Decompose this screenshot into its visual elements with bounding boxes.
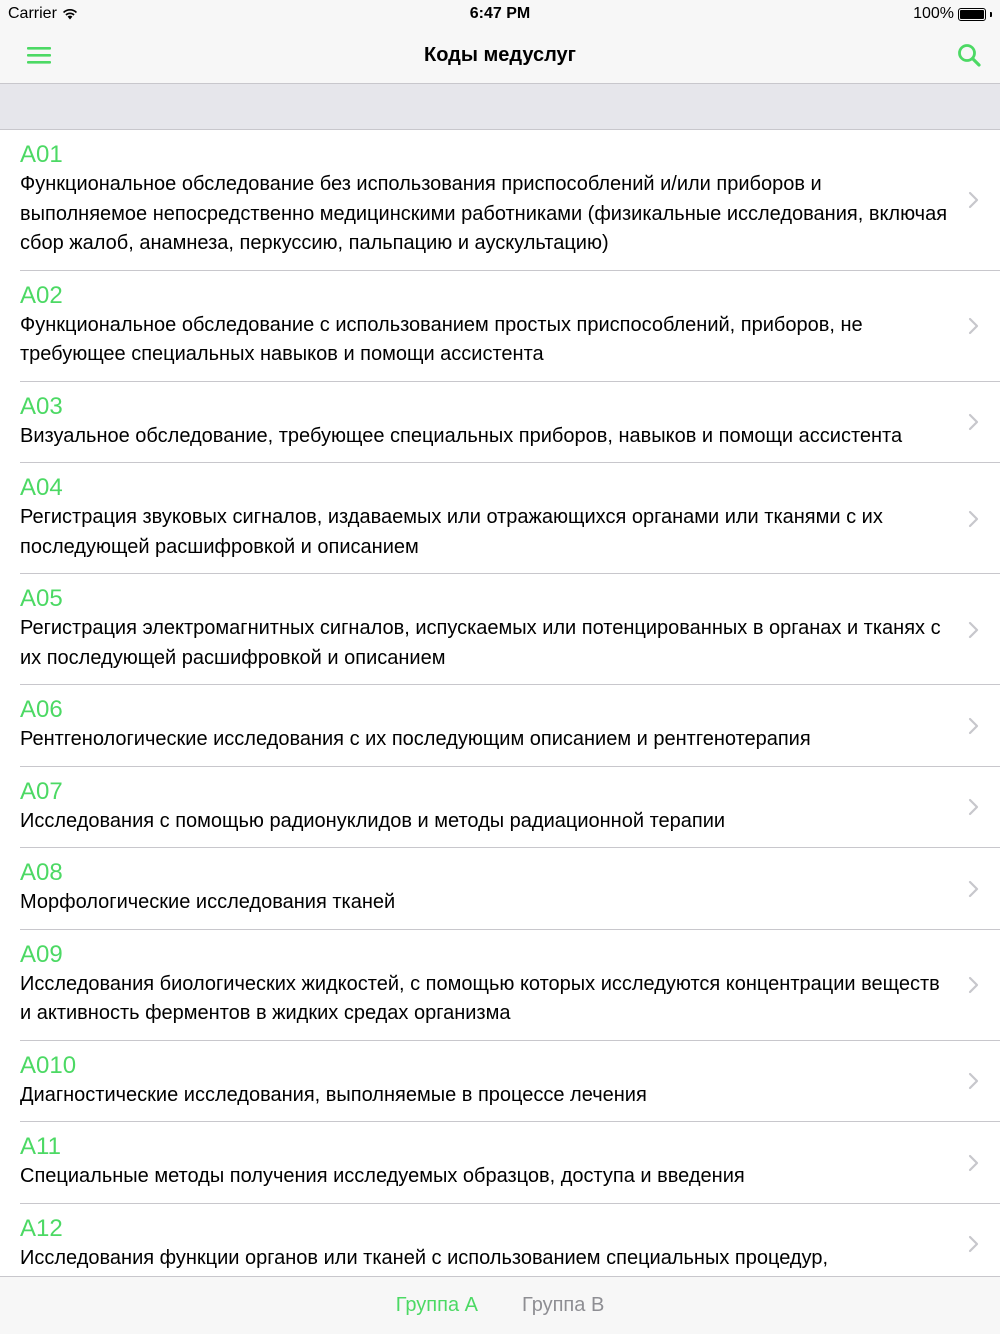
list-item[interactable] <box>0 463 1000 574</box>
battery-icon <box>958 8 986 21</box>
list-item[interactable] <box>0 930 1000 1041</box>
item-code: A04 <box>20 474 63 501</box>
item-code: A010 <box>20 1051 77 1079</box>
item-description: Регистрация электромагнитных сигналов, испускаемых или потенцированных в органах и тканях с их последующей расшифровкой и описанием <box>20 617 941 669</box>
codes-list[interactable] <box>0 130 1000 1276</box>
status-time: 6:47 PM <box>469 5 531 22</box>
list-item[interactable] <box>0 382 1000 464</box>
chevron-right-icon <box>968 1235 980 1253</box>
list-item[interactable] <box>0 574 1000 685</box>
item-description: Функциональное обследование с использованием простых приспособлений, приборов, не требующее специальных навыков и помощи ассистента <box>20 313 863 365</box>
item-code: A06 <box>20 696 63 723</box>
item-code: A07 <box>20 777 63 805</box>
item-description: Визуальное обследование, требующее специальных приборов, навыков и помощи ассистента <box>20 424 903 447</box>
tab-group-b[interactable]: Группа В <box>522 1294 605 1316</box>
chevron-right-icon <box>968 510 980 528</box>
chevron-right-icon <box>968 621 980 639</box>
battery-indicator <box>913 5 992 23</box>
item-description: Функциональное обследование без использования приспособлений и/или приборов и выполняемое непосредственно медицинскими работниками (физикальные исследования, включая сбор жалоб, анамнеза, перкуссию, пальпацию и аускультацию) <box>20 173 948 254</box>
carrier-label: Carrier <box>8 5 57 22</box>
list-item[interactable] <box>0 1204 1000 1277</box>
item-description: Морфологические исследования тканей <box>20 891 396 913</box>
search-band <box>0 84 1000 130</box>
item-code: A05 <box>20 585 63 612</box>
item-description: Диагностические исследования, выполняемые в процессе лечения <box>20 1083 647 1106</box>
tab-group-a[interactable]: Группа А <box>395 1294 478 1316</box>
list-item[interactable] <box>0 685 1000 767</box>
item-code: A03 <box>20 392 63 420</box>
status-bar <box>0 0 1000 28</box>
item-description: Рентгенологические исследования с их последующим описанием и рентгенотерапия <box>20 728 811 750</box>
item-description: Исследования с помощью радионуклидов и методы радиационной терапии <box>20 809 726 832</box>
list-item[interactable] <box>0 1122 1000 1204</box>
chevron-right-icon <box>968 317 980 335</box>
battery-fill <box>960 10 984 19</box>
chevron-right-icon <box>968 191 980 209</box>
item-description: Специальные методы получения исследуемых образцов, доступа и введения <box>20 1165 745 1187</box>
chevron-right-icon <box>968 1072 980 1090</box>
item-code: A01 <box>20 141 63 168</box>
item-code: A02 <box>20 281 63 309</box>
list-item[interactable] <box>0 130 1000 271</box>
battery-percent: 100% <box>913 5 954 22</box>
item-description: Исследования биологических жидкостей, с помощью которых исследуются концентрации веществ и активность ферментов в жидких средах организма <box>20 972 940 1024</box>
search-icon <box>952 40 986 72</box>
segment-tab-bar <box>0 1276 1000 1334</box>
chevron-right-icon <box>968 976 980 994</box>
list-item[interactable] <box>0 767 1000 849</box>
chevron-right-icon <box>968 717 980 735</box>
navigation-bar <box>0 28 1000 84</box>
item-code: A12 <box>20 1214 63 1242</box>
list-item[interactable] <box>0 848 1000 930</box>
search-button[interactable] <box>952 40 986 72</box>
item-code: A08 <box>20 859 63 886</box>
chevron-right-icon <box>968 1154 980 1172</box>
item-code: A11 <box>20 1133 61 1160</box>
battery-tip <box>990 12 992 17</box>
list-item[interactable] <box>0 271 1000 382</box>
item-description: Исследования функции органов или тканей с использованием специальных процедур, <box>20 1246 828 1269</box>
chevron-right-icon <box>968 880 980 898</box>
list-item[interactable] <box>0 1041 1000 1123</box>
chevron-right-icon <box>968 798 980 816</box>
item-description: Регистрация звуковых сигналов, издаваемых или отражающихся органами или тканями с их последующей расшифровкой и описанием <box>20 506 883 558</box>
item-code: A09 <box>20 940 63 968</box>
page-title: Коды медуслуг <box>424 44 576 66</box>
chevron-right-icon <box>968 413 980 431</box>
